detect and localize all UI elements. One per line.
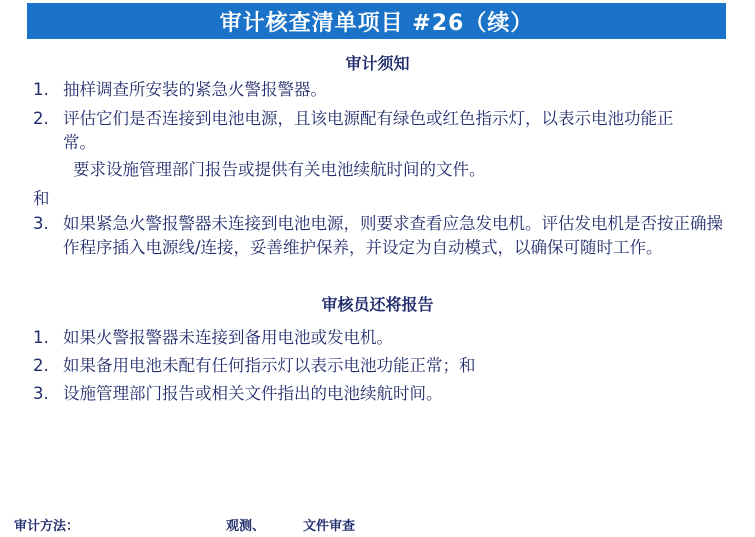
list-item: [33, 107, 705, 155]
list-item: [33, 78, 733, 102]
list-number: 2.: [33, 109, 49, 128]
list-item: [33, 382, 733, 406]
list-item: [33, 354, 733, 378]
list-text: 如果火警报警器未连接到备用电池或发电机。: [63, 328, 393, 347]
audit-method-document-review: 文件审查: [303, 519, 356, 534]
audit-method-observation: 观测、: [226, 519, 266, 534]
audit-method-label: 审计方法：: [14, 519, 80, 534]
audit-notes-heading: 审计须知: [345, 54, 410, 73]
list-number: 2.: [33, 356, 49, 375]
page-title-bar: [27, 3, 726, 39]
list-number: 3.: [33, 214, 49, 233]
conjunction-text: 和: [33, 189, 50, 208]
list-number: 1.: [33, 328, 49, 347]
note-text: 要求设施管理部门报告或提供有关电池续航时间的文件。: [73, 160, 486, 179]
list-text: 如果备用电池未配有任何指示灯以表示电池功能正常；和: [63, 356, 476, 375]
list-text: 评估它们是否连接到电池电源，且该电源配有绿色或红色指示灯，以表示电池功能正常。: [63, 109, 674, 152]
list-item: [33, 326, 733, 350]
list-item: [33, 212, 723, 260]
list-text: 如果紧急火警报警器未连接到电池电源，则要求查看应急发电机。评估发电机是否按正确操作程序插入电源线/连接，妥善维护保养，并设定为自动模式，以确保可随时工作。: [63, 214, 723, 257]
list-number: 1.: [33, 80, 49, 99]
list-text: 设施管理部门报告或相关文件指出的电池续航时间。: [63, 384, 443, 403]
report-heading: 审核员还将报告: [321, 295, 434, 314]
page-title: 审计核查清单项目 #26（续）: [219, 10, 534, 36]
list-text: 抽样调查所安装的紧急火警报警器。: [63, 80, 327, 99]
list-number: 3.: [33, 384, 49, 403]
